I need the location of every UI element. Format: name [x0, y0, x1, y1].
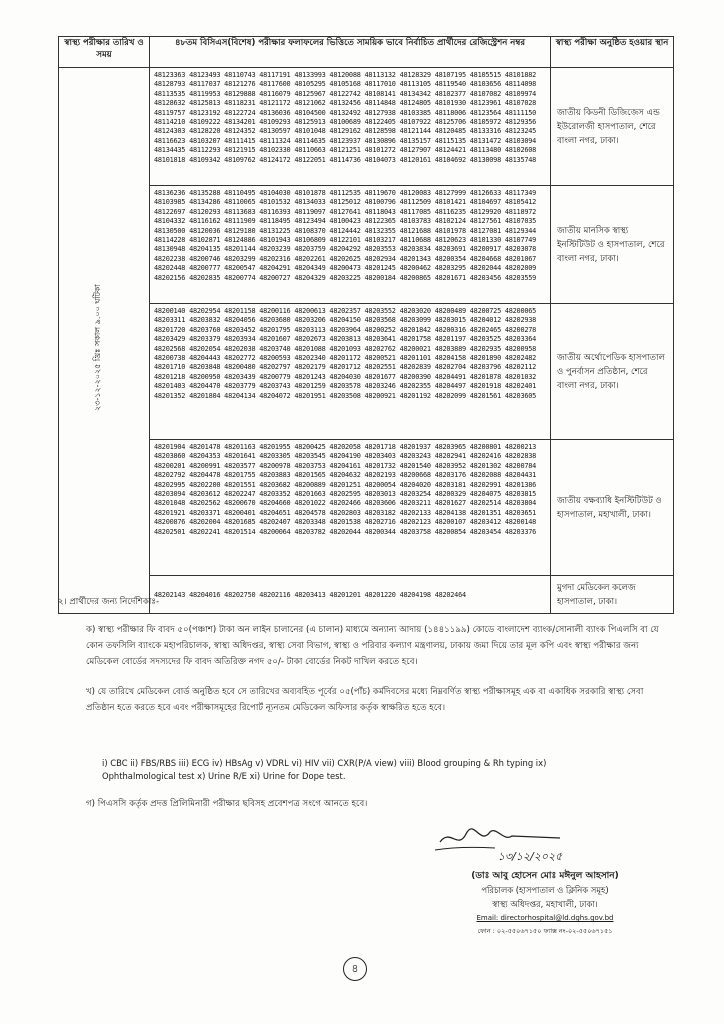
registration-number-line: 48202448 48200777 48200547 48204291 48204349 48200473 48201245 48200462 48203295 48202044 48202009: [154, 264, 537, 273]
registration-number-line: 48200738 48204443 48202772 48200593 48202340 48201172 48200521 48201101 48204158 48201890 48202482: [154, 354, 537, 363]
header-date-time: স্বাস্থ্য পরীক্ষার তারিখ ও সময়: [59, 37, 150, 68]
registration-number-line: 48122697 48120293 48113683 48116393 48119097 48127641 48118043 48117085 48116235 48129920 48118972: [154, 207, 537, 216]
registration-number-line: 48200201 48200991 48203577 48200978 48203753 48204161 48201732 48201540 48203952 48201302 48200784: [154, 461, 537, 470]
registration-number-line: 48200140 48202954 48201158 48200116 48200613 48202357 48203552 48203020 48200489 48200725 48200065: [154, 307, 537, 315]
hospital-name: জাতীয় অর্থোপেডিক হাসপাতাল ও পুনর্বাসন প্রতিষ্ঠান, শেরে বাংলা নগর, ঢাকা।: [557, 352, 665, 391]
registration-number-line: 48128632 48125813 48118231 48121172 48121062 48132456 48114848 48124805 48101930 48123961 48107028: [154, 99, 537, 108]
date-time-cell: [59, 68, 150, 614]
tests-list-line-2: Ophthalmological test x) Urine R/E xi) Urine for Dope test.: [102, 771, 346, 781]
registration-number-line: 48201710 48203848 48200480 48202797 48202179 48201712 48202551 48202839 48202704 48203796 48202112: [154, 363, 537, 372]
signatory-office: স্বাস্থ্য অধিদপ্তর, মহাখালী, ঢাকা।: [492, 899, 598, 909]
instruction-ga: গ) পিএসসি কর্তৃক প্রদত্ত প্রিলিমিনারী পরীক্ষার ছবিসহ প্রবেশপত্র সংগে আনতে হবে।: [86, 799, 368, 809]
registration-number-line: 48202568 48202054 48202038 48203740 48201088 48201093 48202762 48200021 48203889 48202935 48200958: [154, 344, 537, 353]
signatory-phone: ফোন : ০২-৫৫০৬৭১৫০ ফ্যাক্স নং-০২-৫৫০৬৭১৫১: [477, 927, 613, 935]
venue-cell: [551, 186, 674, 304]
registration-number-line: 48202792 48204478 48201755 48203883 48201565 48204632 48202193 48200668 48203176 48202088 48204431: [154, 471, 537, 480]
signatory-email: Email: directorhospital@ld.dghs.gov.bd: [476, 914, 614, 922]
registration-number-line: 48201218 48200950 48203439 48200779 48201243 48204030 48201677 48200390 48204491 48201878 48201032: [154, 372, 537, 381]
registration-number-line: 48201352 48201804 48204134 48204072 48201951 48203508 48200921 48201192 48202099 48201561 48203605: [154, 391, 537, 400]
registration-number-line: 48119757 48123192 48122724 48136036 48104500 48132492 48127938 48103385 48118006 48123564 48111150: [154, 108, 537, 117]
hospital-name: মুগদা মেডিকেল কলেজ হাসপাতাল, ঢাকা।: [557, 582, 636, 607]
registration-numbers-cell: [150, 440, 551, 576]
venue-cell: [551, 576, 674, 614]
table-row: [59, 186, 674, 304]
signatory-title: পরিচালক (হাসপাতাল ও ক্লিনিক সমূহ): [481, 885, 609, 895]
registration-number-line: 48101818 48109342 48109762 48124172 48122051 48114736 48104073 48120161 48104692 48130098 48135748: [154, 155, 537, 164]
venue-cell: [551, 440, 674, 576]
registration-number-line: 48202501 48202241 48201514 48200064 48203782 48202044 48200344 48203758 48200854 48203454 48203376: [154, 527, 537, 536]
header-venue: স্বাস্থ্য পরীক্ষা অনুষ্ঠিত হওয়ার স্থান: [551, 37, 674, 68]
hospital-name: জাতীয় মানসিক স্বাস্থ্য ইনস্টিটিউট ও হাসপাতাল, শেরে বাংলা নগর, ঢাকা।: [557, 225, 665, 264]
registration-number-line: 48203311 48203832 48204056 48203680 48203206 48204150 48203568 48203099 48203015 48204012 48202938: [154, 316, 537, 325]
registration-number-line: 48114210 48109222 48134201 48109293 48125913 48100689 48122405 48107922 48125706 48105972 48129356: [154, 118, 537, 127]
hospital-name: জাতীয় বক্ষব্যাধি ইনস্টিটিউট ও হাসপাতাল, মহাখালী, ঢাকা।: [557, 495, 662, 520]
registration-number-line: 48201921 48203371 48200401 48204651 48204578 48202803 48203182 48202133 48204138 48201351 48203651: [154, 508, 537, 517]
table-row: [59, 440, 674, 576]
date-time-text: ২৩-১২-২০২৫ খ্রিঃ সকাল ৯.০০ ঘটিকা: [93, 284, 102, 411]
registration-number-line: 48201048 48202562 48200670 48204660 48201022 48202466 48203606 48203211 48201627 48202514 48203804: [154, 499, 537, 508]
registration-number-line: 48123363 48123493 48110743 48117191 48133993 48120088 48113132 48128329 48107195 48105515 48101882: [154, 71, 537, 79]
registration-number-line: 48113535 48119953 48129888 48116079 48125967 48122742 48108141 48134342 48102377 48107082 48109974: [154, 89, 537, 98]
registration-number-line: 48200876 48202004 48201685 48202407 48203348 48201538 48202716 48202123 48200107 48203412 48200148: [154, 518, 537, 527]
registration-number-line: 48202995 48202200 48201551 48203682 48200889 48201251 48200054 48204020 48203181 48202991 48201386: [154, 480, 537, 489]
registration-number-line: 48104332 48116162 48111909 48118495 48123494 48100423 48122365 48103783 48102124 48127561 48107035: [154, 217, 537, 226]
table-header-row: [59, 37, 674, 68]
registration-numbers-cell: [150, 576, 551, 614]
registration-number-line: 48203094 48203612 48202247 48203352 48201663 48202595 48203013 48203254 48200329 48204075 48203815: [154, 490, 537, 499]
registration-number-line: 48128793 48117037 48121276 48117600 48105295 48105168 48117010 48113105 48119540 48103656 48114098: [154, 80, 537, 89]
registration-number-line: 48130500 48120036 48129180 48131225 48108370 48124442 48132355 48121688 48101978 48127081 48129344: [154, 226, 537, 235]
venue-cell: [551, 304, 674, 440]
page-number: ৪: [343, 957, 367, 981]
table-row: [59, 68, 674, 186]
registration-number-line: 48202238 48200746 48203299 48202316 48202261 48202625 48202934 48201343 48200354 48204668 48201067: [154, 254, 537, 263]
registration-number-line: 48103985 48134286 48110065 48101532 48134033 48125012 48100796 48112509 48101421 48104697 48105412: [154, 198, 537, 207]
instruction-kha: খ) যে তারিখে মেডিকেল বোর্ড অনুষ্ঠিত হবে সে তারিখের অব্যবহিত পূর্বের ০৫(পাঁচ) কর্মদিবসের মধ্যে নিম্নবর্ণিত স্বাস্থ্য পরীক্ষাসমূহ এক বা একাধিক সরকারি স্বাস্থ্য সেবা প্রতিষ্ঠান হতে করতে হবে এবং পরীক্ষাসমূহের রিপোর্ট ন্যূনতম মেডিকেল অফিসার কর্তৃক স্বাক্ষরিত হতে হবে।: [86, 687, 644, 713]
registration-number-line: 48116623 48103207 48111415 48111324 48114635 48123937 48130896 48135157 48115135 48131472 48103094: [154, 136, 537, 145]
registration-number-line: 48124303 48128220 48124352 48130597 48101048 48129162 48128598 48121144 48120485 48133316 48123245: [154, 127, 537, 136]
registration-numbers-cell: [150, 186, 551, 304]
tests-list-line-1: i) CBC ii) FBS/RBS iii) ECG iv) HBsAg v) VDRL vi) HIV vii) CXR(P/A view) viii) Blood grouping & Rh typing ix): [102, 758, 547, 768]
hospital-name: জাতীয় কিডনী ডিজিজেস এন্ড ইউরোলজী হাসপাতাল, শেরে বাংলা নগর, ঢাকা।: [557, 107, 660, 146]
table-row: [59, 304, 674, 440]
registration-number-line: 48203860 48204353 48201641 48203305 48203545 48204190 48203403 48203243 48202941 48202416 48202838: [154, 452, 537, 461]
registration-number-line: 48114228 48102871 48124886 48101943 48106809 48122101 48103217 48110688 48120623 48101330 48107749: [154, 236, 537, 245]
registration-number-line: 48202156 48202835 48200774 48200727 48204329 48203225 48200184 48200865 48201671 48203456 48203559: [154, 273, 537, 282]
registration-number-line: 48203429 48203379 48203934 48201607 48202673 48203813 48203641 48201758 48201197 48203525 48203364: [154, 335, 537, 344]
registration-number-line: 48201403 48204470 48203779 48203743 48201259 48203578 48203246 48202355 48204497 48201918 48202401: [154, 382, 537, 391]
registration-number-line: 48130948 48204135 48201144 48203239 48203759 48204292 48203553 48203834 48203691 48200917 48203078: [154, 245, 537, 254]
signatory-name: (ডাঃ আবু হোসেন মোঃ মঈনুল আহসান): [471, 871, 619, 881]
registration-number-line: 48201720 48203760 48203452 48201795 48203113 48203964 48200252 48201842 48200316 48202465 48200278: [154, 325, 537, 334]
registration-number-line: 48201904 48201478 48201163 48201955 48200425 48202058 48201718 48201937 48203965 48200801 48200213: [154, 443, 537, 451]
registration-numbers-cell: [150, 304, 551, 440]
signature-date: ১৩/১২/২০২৫: [497, 850, 563, 863]
registration-table: [58, 36, 674, 614]
registration-number-line: 48134435 48112293 48121915 48102330 48110663 48121251 48101272 48127907 48124421 48113480 48102608: [154, 146, 537, 155]
instructions-heading: ২। প্রার্থীদের জন্য নির্দেশিকাঃ-: [58, 597, 160, 607]
instruction-ka: ক) স্বাস্থ্য পরীক্ষার ফি বাবদ ৫০(পঞ্চাশ) টাকা অন লাইন চালানের (এ চালান) মাধ্যমে অন্যান্য আদায় (১৪৪১১৯৯) কোডে বাংলাদেশ ব্যাংক/সোনালী ব্যাংক পিএলসি বা যে কোন তফসিলি ব্যাংকে মহাপরিচালক, স্বাস্থ্য অধিদপ্তর, স্বাস্থ্য সেবা বিভাগ, স্বাস্থ্য ও পরিবার কল্যাণ মন্ত্রণালয়, ঢাকায় জমা দিয়ে তার মূল কপি এবং স্বাস্থ্য পরীক্ষার জন্য মেডিকেল বোর্ডের সদস্যদের ফি বাবদ অতিরিক্ত নগদ ৫০/- টাকা বোর্ডের নিকট দাখিল করতে হবে।: [86, 625, 659, 667]
registration-number-line: 48202143 48204016 48202750 48202116 48203413 48201201 48201220 48204198 48202464: [154, 591, 466, 600]
venue-cell: [551, 68, 674, 186]
registration-numbers-cell: [150, 68, 551, 186]
header-registration-numbers: ৪৮তম বিসিএস(বিশেষ) পরীক্ষার ফলাফলের ভিত্তিতে সাময়িক ভাবে নির্বাচিত প্রার্থীদের রেজিস্ট্রেশন নম্বর: [150, 37, 551, 68]
registration-number-line: 48136236 48135288 48110495 48104030 48101878 48112535 48119670 48120083 48127999 48126633 48117349: [154, 189, 537, 197]
